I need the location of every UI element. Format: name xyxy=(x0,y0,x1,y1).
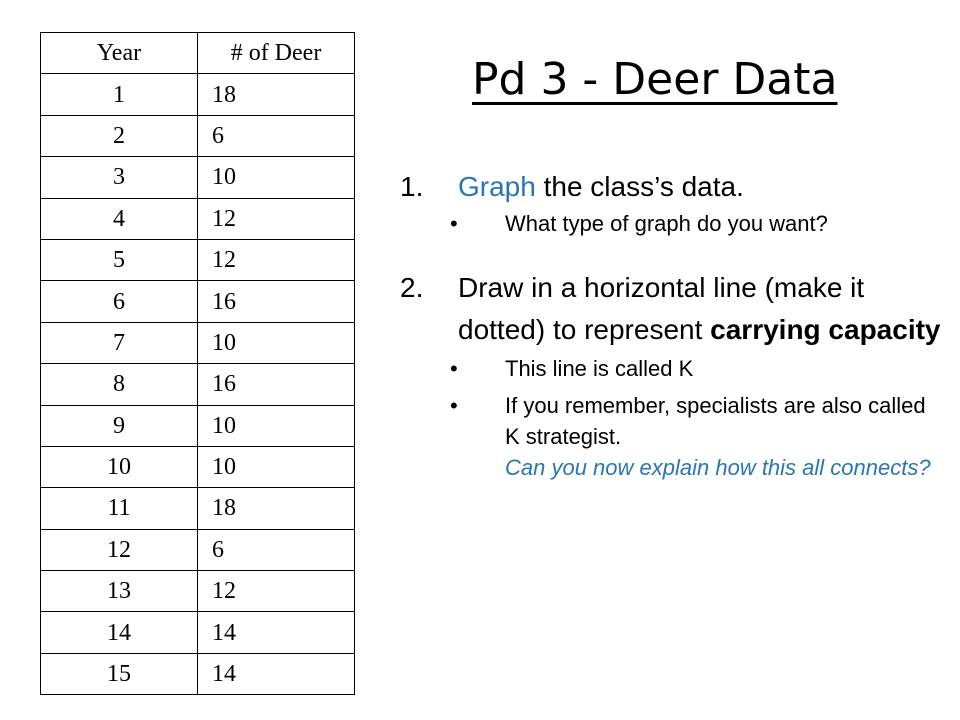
bullet-item xyxy=(400,353,945,384)
table-row xyxy=(41,529,355,570)
instructions xyxy=(400,166,945,483)
step-number: 1. xyxy=(400,171,424,202)
table-row xyxy=(41,364,355,405)
cell-deer-count: 12 xyxy=(198,198,355,239)
follow-up-question: Can you now explain how this all connects? xyxy=(505,455,931,480)
step-text: Draw in a horizontal line (make it dotted) to represent xyxy=(458,272,865,345)
cell-deer-count: 14 xyxy=(198,612,355,653)
bullet-text: If you remember, specialists are also called K strategist. xyxy=(505,393,926,449)
bullet-item xyxy=(400,208,945,239)
table-row xyxy=(41,571,355,612)
step-text: the class’s data. xyxy=(535,171,744,202)
cell-year: 5 xyxy=(41,239,198,280)
table-row xyxy=(41,488,355,529)
cell-deer-count: 6 xyxy=(198,529,355,570)
cell-deer-count: 10 xyxy=(198,322,355,363)
cell-year: 8 xyxy=(41,364,198,405)
bullet-text: What type of graph do you want? xyxy=(505,211,828,236)
cell-year: 11 xyxy=(41,488,198,529)
table-row xyxy=(41,74,355,115)
column-header-year: Year xyxy=(41,33,198,74)
cell-deer-count: 12 xyxy=(198,571,355,612)
table-row xyxy=(41,653,355,694)
cell-deer-count: 12 xyxy=(198,239,355,280)
table-body xyxy=(41,74,355,695)
cell-year: 10 xyxy=(41,446,198,487)
cell-year: 14 xyxy=(41,612,198,653)
page-title: Pd 3 - Deer Data xyxy=(472,54,838,105)
column-header-deer-count: # of Deer xyxy=(198,33,355,74)
cell-year: 7 xyxy=(41,322,198,363)
cell-year: 1 xyxy=(41,74,198,115)
instruction-step-1 xyxy=(400,166,945,208)
cell-deer-count: 16 xyxy=(198,281,355,322)
cell-year: 3 xyxy=(41,157,198,198)
step-number: 2. xyxy=(400,272,424,303)
table-row xyxy=(41,612,355,653)
table-row xyxy=(41,115,355,156)
bullet-item xyxy=(400,390,945,483)
cell-deer-count: 10 xyxy=(198,405,355,446)
step-highlight-word: Graph xyxy=(458,171,536,202)
bullet-icon: • xyxy=(450,211,458,236)
table-row xyxy=(41,239,355,280)
cell-deer-count: 10 xyxy=(198,446,355,487)
table-row xyxy=(41,281,355,322)
instruction-step-2 xyxy=(400,267,945,351)
step-2-bullets xyxy=(400,353,945,483)
cell-year: 9 xyxy=(41,405,198,446)
bullet-text: This line is called K xyxy=(505,356,694,381)
cell-year: 2 xyxy=(41,115,198,156)
table-row xyxy=(41,198,355,239)
deer-data-table xyxy=(40,32,355,695)
cell-year: 6 xyxy=(41,281,198,322)
step-bold-term: carrying capacity xyxy=(710,314,941,345)
bullet-icon: • xyxy=(450,393,458,418)
cell-deer-count: 16 xyxy=(198,364,355,405)
cell-year: 15 xyxy=(41,653,198,694)
table-row xyxy=(41,446,355,487)
step-1-bullets xyxy=(400,208,945,239)
cell-deer-count: 14 xyxy=(198,653,355,694)
cell-year: 4 xyxy=(41,198,198,239)
table-row xyxy=(41,322,355,363)
cell-deer-count: 18 xyxy=(198,74,355,115)
cell-deer-count: 6 xyxy=(198,115,355,156)
table-row xyxy=(41,157,355,198)
bullet-icon: • xyxy=(450,356,458,381)
table-row xyxy=(41,405,355,446)
cell-deer-count: 10 xyxy=(198,157,355,198)
cell-year: 12 xyxy=(41,529,198,570)
table-header-row xyxy=(41,33,355,74)
cell-year: 13 xyxy=(41,571,198,612)
cell-deer-count: 18 xyxy=(198,488,355,529)
